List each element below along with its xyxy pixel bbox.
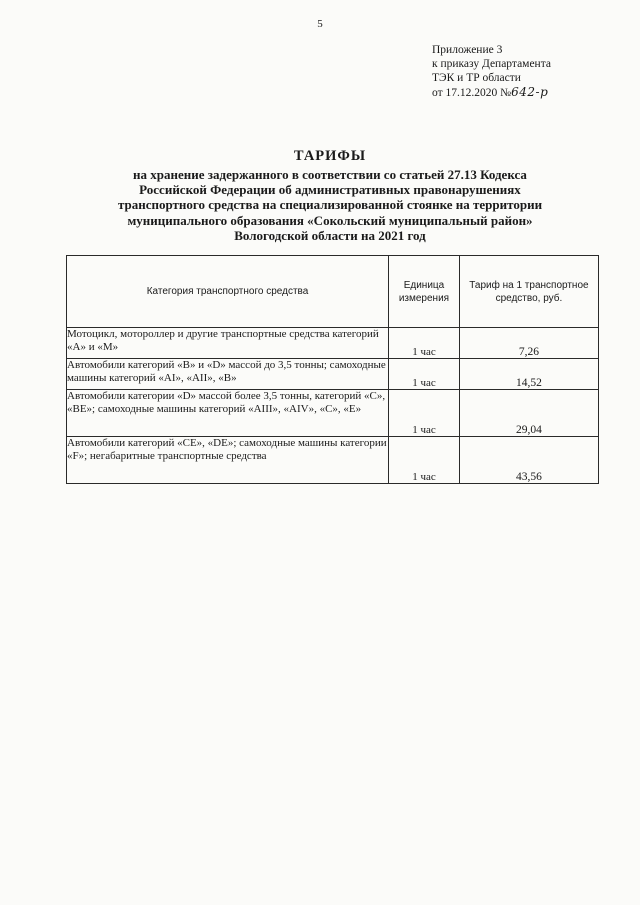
handwritten-order-number: 642-р bbox=[511, 85, 549, 99]
header-unit: Единица измерения bbox=[389, 256, 460, 328]
subtitle-line-1: на хранение задержанного в соответствии со статьей 27.13 Кодекса bbox=[133, 167, 527, 182]
subtitle-line-5: Вологодской области на 2021 год bbox=[234, 227, 426, 243]
document-title bbox=[40, 148, 620, 243]
header-tariff: Тариф на 1 транспортное средство, руб. bbox=[459, 256, 598, 328]
table-row bbox=[67, 390, 599, 437]
appendix-line-4 bbox=[432, 85, 551, 100]
row-category: Автомобили категории «D» массой более 3,5 тонны, категорий «С», «ВЕ»; самоходные машины категорий «AIII», «AIV», «С», «Е» bbox=[67, 390, 389, 437]
row-unit: 1 час bbox=[389, 390, 460, 437]
appendix-line-3: ТЭК и ТР области bbox=[432, 72, 521, 84]
subtitle-line-3: транспортного средства на специализированной стоянке на территории bbox=[117, 197, 543, 213]
table-row bbox=[67, 359, 599, 390]
row-unit: 1 час bbox=[389, 437, 460, 484]
appendix-line-1: Приложение 3 bbox=[432, 44, 503, 56]
table-row bbox=[67, 328, 599, 359]
table-header-row bbox=[67, 256, 599, 328]
title-subtitle bbox=[40, 167, 620, 243]
subtitle-line-4: муниципального образования «Сокольский муниципальный район» bbox=[127, 212, 533, 228]
subtitle-line-2: Российской Федерации об административных правонарушениях bbox=[139, 182, 521, 198]
row-tariff: 14,52 bbox=[459, 359, 598, 390]
row-category: Автомобили категорий «СЕ», «DE»; самоходные машины категории «F»; негабаритные транспортные средства bbox=[67, 437, 389, 484]
order-date-number: от 17.12.2020 № bbox=[432, 87, 512, 99]
tariff-table bbox=[66, 255, 599, 484]
row-tariff: 29,04 bbox=[459, 390, 598, 437]
row-unit: 1 час bbox=[389, 328, 460, 359]
page-number: 5 bbox=[317, 18, 323, 30]
row-category: Автомобили категорий «В» и «D» массой до 3,5 тонны; самоходные машины категорий «AI», «AII», «В» bbox=[67, 359, 389, 390]
appendix-note bbox=[432, 43, 551, 100]
page-title: ТАРИФЫ bbox=[293, 148, 367, 164]
appendix-line-2: к приказу Департамента bbox=[432, 58, 551, 70]
table-row bbox=[67, 437, 599, 484]
row-tariff: 7,26 bbox=[459, 328, 598, 359]
header-category: Категория транспортного средства bbox=[67, 256, 389, 328]
row-unit: 1 час bbox=[389, 359, 460, 390]
row-category: Мотоцикл, мотороллер и другие транспортные средства категорий «А» и «М» bbox=[67, 328, 389, 359]
row-tariff: 43,56 bbox=[459, 437, 598, 484]
